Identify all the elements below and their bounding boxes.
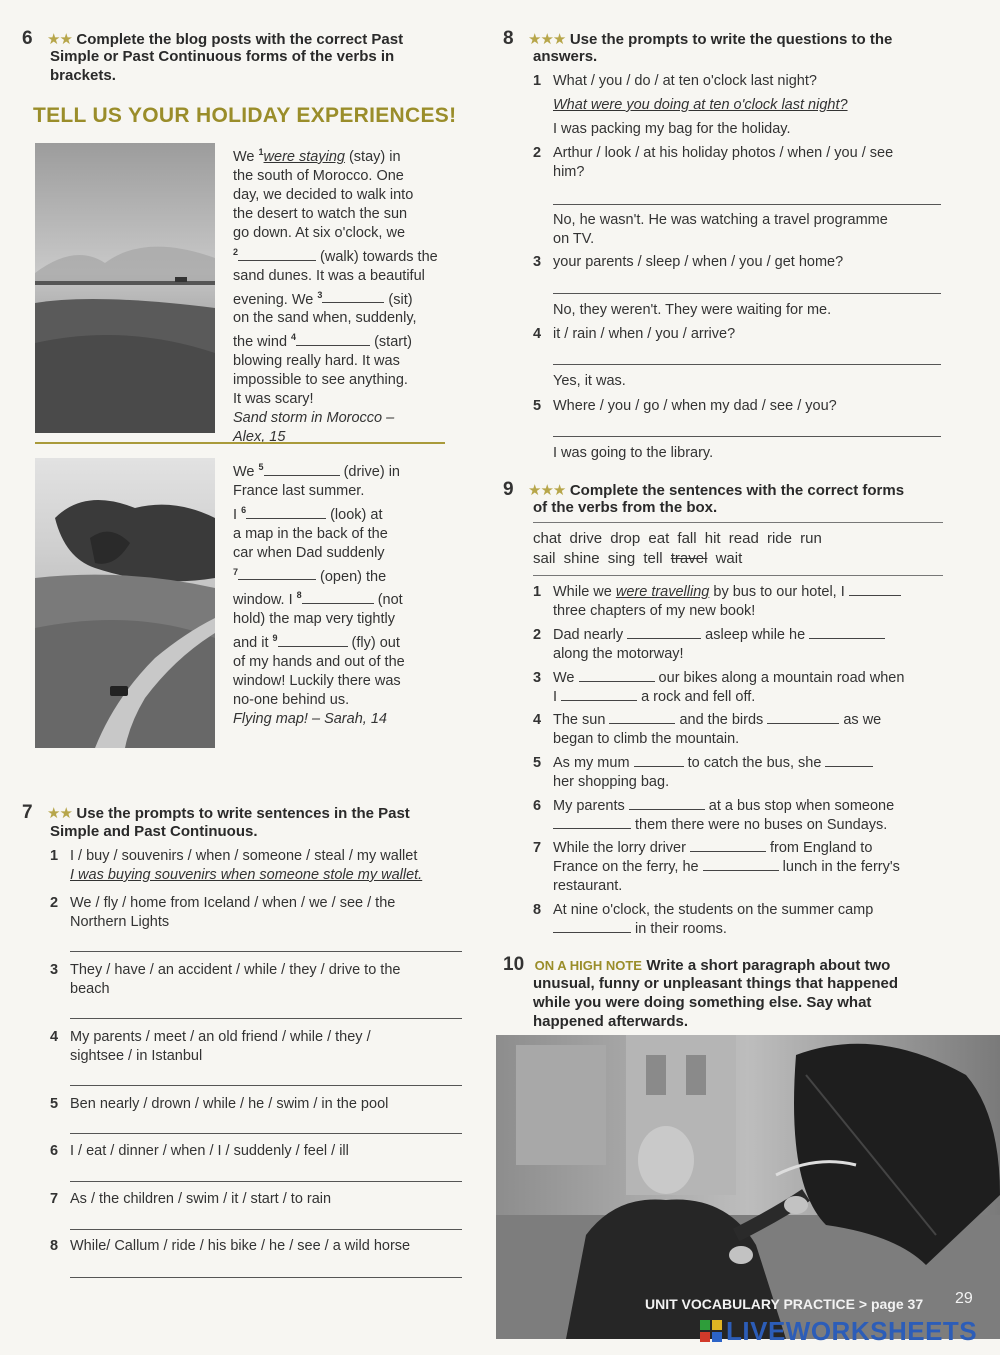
- ex10-number: 10: [503, 954, 525, 975]
- blog-post-1: We $^1$were staying (stay) in the south of Morocco. One day, we decided to walk into the desert to watch the sun go down. At six o'clock, we $^2$ (walk) towards the sand dunes. It was a beautiful evening. We $^3$ (sit) on the sand when, suddenly, the wind $^4$ (start) blowing really hard. It was impossible to see anything. It was scary! Sand storm in Morocco – Alex, 15: [233, 147, 438, 446]
- ex9-item-1: 1 While we were travelling by bus to our hotel, I three chapters of my new book!: [533, 583, 953, 621]
- blank-9-6b[interactable]: [553, 816, 631, 829]
- verb-box-line-1: chat drive drop eat fall hit read ride run: [533, 530, 822, 547]
- blank-9-2a[interactable]: [627, 626, 701, 639]
- liveworksheets-logo-icon: [700, 1320, 722, 1342]
- ex6-instruction-2: Simple or Past Continuous forms of the verbs in: [50, 48, 395, 65]
- ex10-instruction-3: while you were doing something else. Say what: [533, 994, 872, 1011]
- ex9-item-3: 3 We our bikes along a mountain road when I a rock and fell off.: [533, 670, 905, 705]
- ex10-header: [503, 954, 973, 976]
- answer-line-7-6[interactable]: [70, 1180, 462, 1182]
- blank-9-8[interactable]: [553, 920, 631, 933]
- sandstorm-photo: [35, 143, 215, 433]
- answer-line-8-5[interactable]: [553, 435, 941, 437]
- ex7-header: [22, 802, 472, 824]
- ex9-number: 9: [503, 479, 514, 500]
- ex9-stars: ★★★: [528, 482, 566, 499]
- answer-line-7-5[interactable]: [70, 1132, 462, 1134]
- ex8-item-5: 5 Where / you / go / when my dad / see / you?: [533, 398, 837, 414]
- ex9-item-2: 2 Dad nearly asleep while he along the motorway!: [533, 626, 953, 664]
- ex7-item-1: 1 I / buy / souvenirs / when / someone / steal / my wallet I was buying souvenirs when someone stole my wallet.: [50, 847, 470, 885]
- blank-8[interactable]: [302, 591, 374, 604]
- blank-2[interactable]: [238, 248, 316, 261]
- ex7-item-6: 6 I / eat / dinner / when / I / suddenly / feel / ill: [50, 1143, 349, 1159]
- ex6-number: 6: [22, 28, 33, 49]
- answer-line-7-2[interactable]: [70, 950, 462, 952]
- ex7-instruction-1: Use the prompts to write sentences in the Past: [76, 805, 410, 822]
- blank-9-7b[interactable]: [703, 858, 779, 871]
- blank-9-1[interactable]: [849, 583, 901, 596]
- blank-9-6a[interactable]: [629, 797, 705, 810]
- ex9-item-8: 8 At nine o'clock, the students on the summer camp in their rooms.: [533, 902, 874, 937]
- ex7-item-8: 8 While/ Callum / ride / his bike / he / see / a wild horse: [50, 1238, 411, 1254]
- answer-line-7-4[interactable]: [70, 1084, 462, 1086]
- answer-line-7-8[interactable]: [70, 1276, 462, 1278]
- blank-9-4a[interactable]: [609, 711, 675, 724]
- blank-9[interactable]: [278, 634, 348, 647]
- ex6-instruction-3: brackets.: [50, 67, 116, 84]
- blank-7[interactable]: [238, 567, 316, 580]
- ex9-item-7: 7 While the lorry driver from England to France on the ferry, he lunch in the ferry's restaurant.: [533, 840, 900, 894]
- blank-9-3b[interactable]: [561, 688, 637, 701]
- post-divider: [35, 442, 445, 444]
- ex7-instruction-2: Simple and Past Continuous.: [50, 823, 258, 840]
- ex7-item-5: 5 Ben nearly / drown / while / he / swim / in the pool: [50, 1096, 389, 1112]
- verb-box: chat drive drop eat fall hit read ride run sail shine sing tell travel wait: [533, 522, 943, 576]
- umbrella-photo: [496, 1035, 1000, 1339]
- ex8-example-answer: What were you doing at ten o'clock last night?: [553, 97, 848, 113]
- answer-line-8-4[interactable]: [553, 363, 941, 365]
- ex7-item-4: 4 My parents / meet / an old friend / while / they / sightsee / in Istanbul: [50, 1029, 371, 1064]
- answer-line-7-3[interactable]: [70, 1017, 462, 1019]
- blank-5[interactable]: [264, 463, 340, 476]
- ex8-reply-5: I was going to the library.: [553, 445, 714, 461]
- vocab-practice-ref: UNIT VOCABULARY PRACTICE > page 37: [645, 1296, 924, 1312]
- blank-9-2b[interactable]: [809, 626, 885, 639]
- ex7-number: 7: [22, 802, 33, 823]
- holiday-heading: TELL US YOUR HOLIDAY EXPERIENCES!: [33, 104, 457, 127]
- blank-6[interactable]: [246, 506, 326, 519]
- ex8-stars: ★★★: [528, 31, 566, 48]
- ex8-reply-2: No, he wasn't. He was watching a travel programme on TV.: [553, 212, 888, 247]
- ex6-instruction-1: Complete the blog posts with the correct Past: [76, 31, 404, 48]
- liveworksheets-text: LIVEWORKSHEETS: [726, 1315, 978, 1346]
- ex7-example-answer: I was buying souvenirs when someone stole my wallet.: [70, 867, 423, 883]
- page-number: 29: [955, 1290, 973, 1307]
- ex8-instruction-1: Use the prompts to write the questions to the: [569, 31, 893, 48]
- ex8-item-4: 4 it / rain / when / you / arrive?: [533, 326, 736, 342]
- blank-4[interactable]: [296, 333, 370, 346]
- ex8-reply-3: No, they weren't. They were waiting for me.: [553, 302, 832, 318]
- ex8-instruction-2: answers.: [533, 48, 598, 65]
- ex7-item-7: 7 As / the children / swim / it / start / to rain: [50, 1191, 332, 1207]
- blank-9-5b[interactable]: [825, 754, 873, 767]
- ex9-item-4: 4 The sun and the birds as we began to climb the mountain.: [533, 712, 882, 747]
- ex7-item-2: 2 We / fly / home from Iceland / when / we / see / the Northern Lights: [50, 895, 396, 930]
- answer-line-8-3[interactable]: [553, 292, 941, 294]
- ex9-item-5: 5 As my mum to catch the bus, she her shopping bag.: [533, 754, 953, 792]
- blank-3[interactable]: [322, 290, 384, 303]
- ex9-instruction-1: Complete the sentences with the correct forms: [569, 482, 905, 499]
- on-a-high-note-tag: ON A HIGH NOTE: [534, 958, 642, 973]
- liveworksheets-brand[interactable]: [700, 1316, 977, 1346]
- ex8-reply-4: Yes, it was.: [553, 373, 626, 389]
- ex8-item-1: 1 What / you / do / at ten o'clock last night? What were you doing at ten o'clock last night? I was packing my bag for the holiday.: [533, 72, 953, 139]
- blank-9-7a[interactable]: [690, 839, 766, 852]
- ex10-instruction-2: unusual, funny or unpleasant things that happened: [533, 975, 899, 992]
- blank-9-4b[interactable]: [767, 711, 839, 724]
- ex10-instruction-1: Write a short paragraph about two: [646, 957, 891, 974]
- blank-9-5a[interactable]: [634, 754, 684, 767]
- ex8-number: 8: [503, 28, 514, 49]
- ex8-item-2: 2 Arthur / look / at his holiday photos / when / you / see him?: [533, 145, 894, 180]
- ex7-item-3: 3 They / have / an accident / while / they / drive to the beach: [50, 962, 401, 997]
- answer-line-8-2[interactable]: [553, 203, 941, 205]
- ex7-stars: ★★: [47, 805, 72, 822]
- answer-line-7-7[interactable]: [70, 1228, 462, 1230]
- ex6-stars: ★★: [47, 31, 72, 48]
- blank-9-3a[interactable]: [579, 669, 655, 682]
- ex8-item-3: 3 your parents / sleep / when / you / get home?: [533, 254, 844, 270]
- ex10-instruction-4: happened afterwards.: [533, 1013, 689, 1030]
- example-answer: were staying: [263, 148, 345, 165]
- struck-word: travel: [670, 550, 708, 567]
- ex9-item-6: 6 My parents at a bus stop when someone them there were no buses on Sundays.: [533, 798, 895, 833]
- ex9-instruction-2: of the verbs from the box.: [533, 499, 718, 516]
- road-photo: [35, 458, 215, 748]
- blog-post-2: We $^5$ (drive) in France last summer. I $^6$ (look) at a map in the back of the car when Dad suddenly $^7$ (open) the window. I $^8$ (not hold) the map very tightly and it $^9$ (fly) out of my hands and out of the window! Luckily there was no-one behind us. Flying map! – Sarah, 14: [233, 462, 405, 728]
